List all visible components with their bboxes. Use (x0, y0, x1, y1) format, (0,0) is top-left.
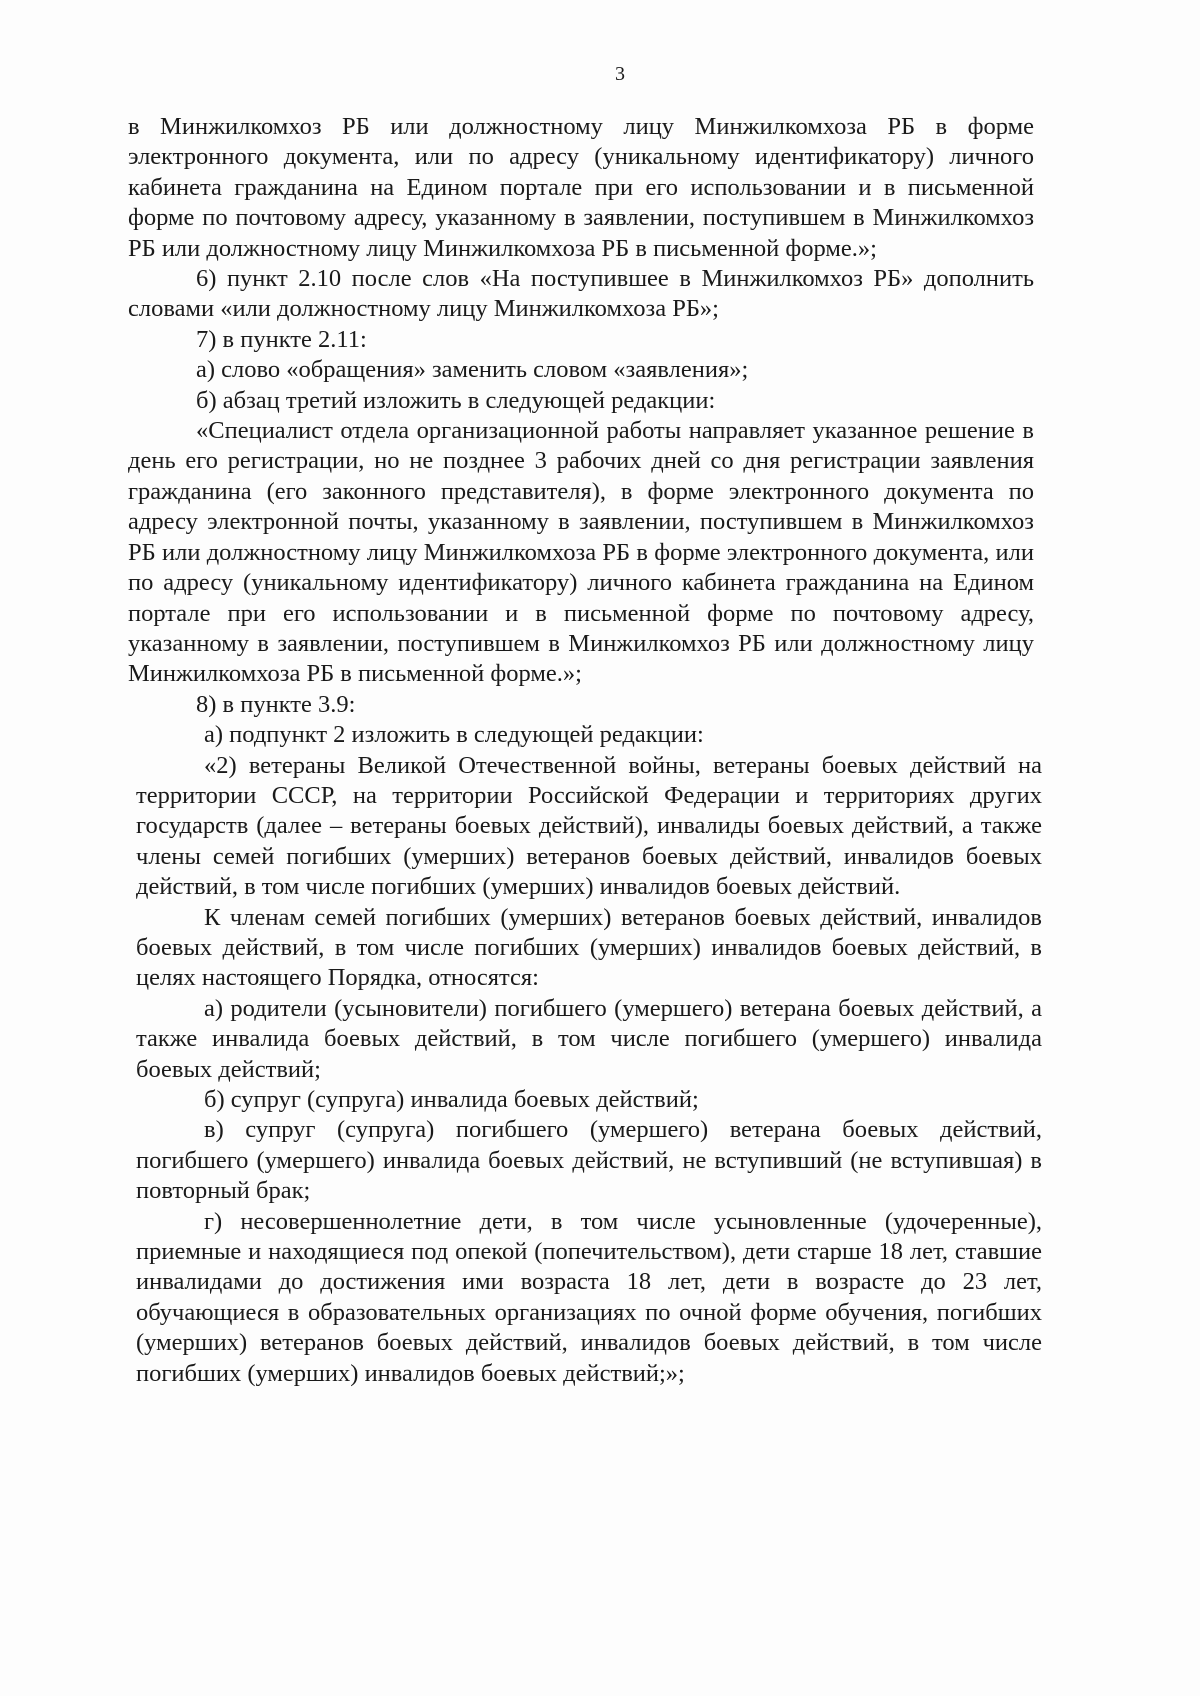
paragraph-quote-veterans: «2) ветераны Великой Отечественной войны, ветераны боевых действий на территории СССР, на территории Российской Федерации и территориях других государств (далее – ветераны боевых действий), инвалиды боевых действий, а также члены семей погибших (умерших) ветеранов боевых действий, инвалидов боевых действий, в том числе погибших (умерших) инвалидов боевых действий. (136, 751, 1042, 901)
page-number: 3 (615, 63, 625, 85)
paragraph-family-members: К членам семей погибших (умерших) ветеранов боевых действий, инвалидов боевых действий, в том числе погибших (умерших) инвалидов боевых действий, в целях настоящего Порядка, относятся: (136, 903, 1042, 992)
paragraph-item-6: 6) пункт 2.10 после слов «На поступившее в Минжилкомхоз РБ» дополнить словами «или должностному лицу Минжилкомхоза РБ»; (128, 265, 1034, 323)
lower-section (136, 720, 1042, 1389)
paragraph-subitem-v: в) супруг (супруга) погибшего (умершего) ветерана боевых действий, погибшего (умершего) инвалида боевых действий, не вступивший (не вступившая) в повторный брак; (136, 1116, 1042, 1205)
paragraph-item-8a: а) подпункт 2 изложить в следующей редакции: (204, 721, 704, 749)
paragraph-subitem-a: а) родители (усыновители) погибшего (умершего) ветерана боевых действий, а также инвалида боевых действий, в том числе погибшего (умершего) инвалида боевых действий; (136, 994, 1042, 1083)
paragraph-item-7: 7) в пункте 2.11: (196, 325, 367, 353)
document-body (128, 112, 1042, 1389)
paragraph-item-7b: б) абзац третий изложить в следующей редакции: (196, 386, 716, 414)
paragraph-item-8: 8) в пункте 3.9: (196, 690, 356, 718)
paragraph-quote-specialist: «Специалист отдела организационной работы направляет указанное решение в день его регистрации, но не позднее 3 рабочих дней со дня регистрации заявления гражданина (его законного представителя), в форме электронного документа по адресу электронной почты, указанному в заявлении, поступившем в Минжилкомхоз РБ или должностному лицу Минжилкомхоза РБ в форме электронного документа, или по адресу (уникальному идентификатору) личного кабинета гражданина на Едином портале при его использовании и в письменной форме по почтовому адресу, указанному в заявлении, поступившем в Минжилкомхоз РБ или должностному лицу Минжилкомхоза РБ в письменной форме.»; (128, 417, 1034, 688)
paragraph-item-7a: а) слово «обращения» заменить словом «заявления»; (196, 356, 749, 384)
paragraph-continuation: в Минжилкомхоз РБ или должностному лицу Минжилкомхоза РБ в форме электронного документа, или по адресу (уникальному идентификатору) личного кабинета гражданина на Едином портале при его использовании и в письменной форме по почтовому адресу, указанному в заявлении, поступившем в Минжилкомхоз РБ или должностному лицу Минжилкомхоза РБ в письменной форме.»; (128, 113, 1034, 262)
paragraph-subitem-b: б) супруг (супруга) инвалида боевых действий; (204, 1086, 699, 1113)
paragraph-subitem-g: г) несовершеннолетние дети, в том числе усыновленные (удочеренные), приемные и находящиеся под опекой (попечительством), дети старше 18 лет, ставшие инвалидами до достижения ими возраста 18 лет, дети в возрасте до 23 лет, обучающиеся в образовательных организациях по очной форме обучения, погибших (умерших) ветеранов боевых действий, инвалидов боевых действий, в том числе погибших (умерших) инвалидов боевых действий;»; (136, 1207, 1042, 1387)
